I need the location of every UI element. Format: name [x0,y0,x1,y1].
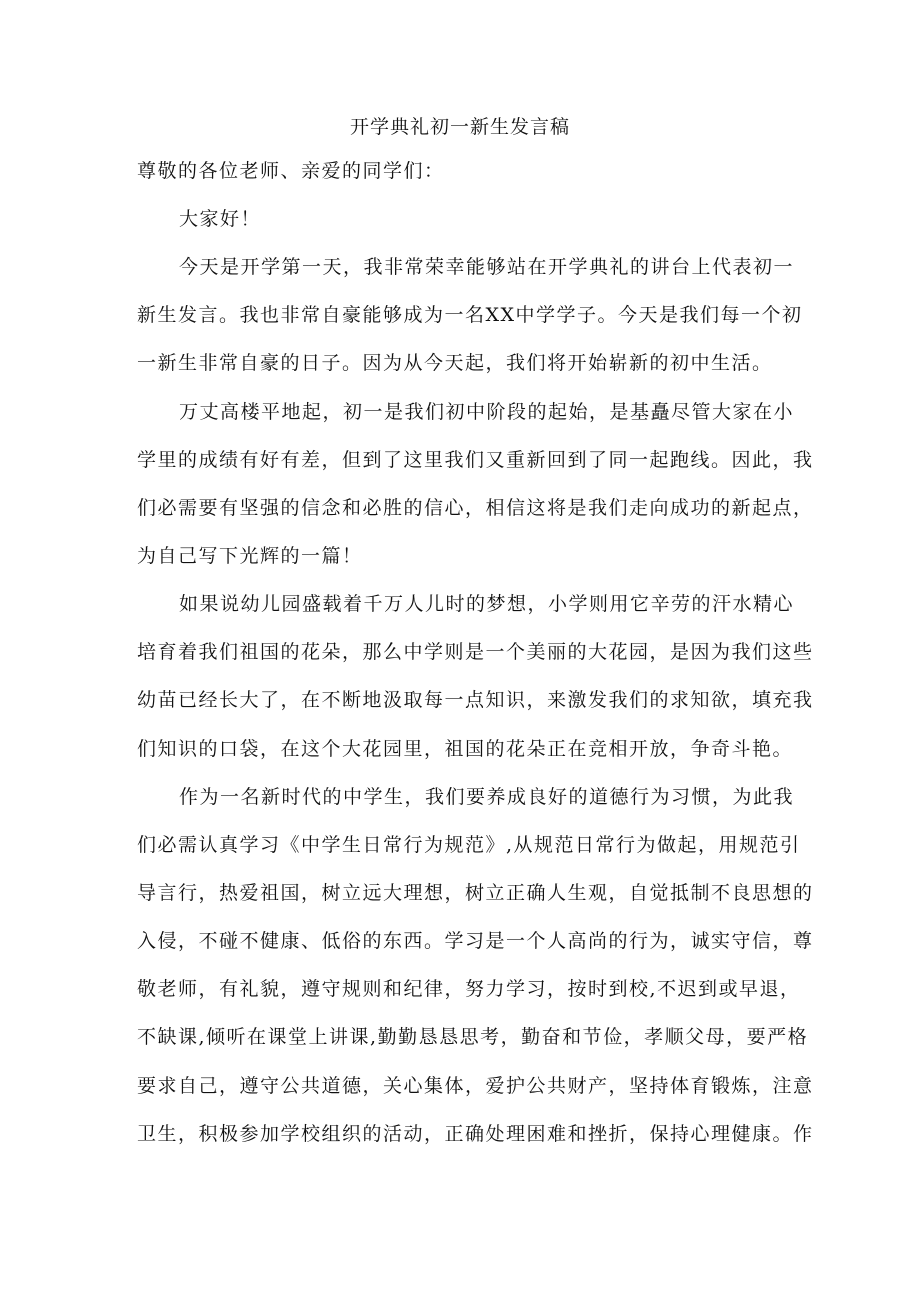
text-line: 大家好！ [179,208,262,230]
text-line: 不缺课,倾听在课堂上讲课,勤勤恳恳思考，勤奋和节俭，孝顺父母，要严格 [137,1026,809,1048]
text-line: 卫生，积极参加学校组织的活动，正确处理困难和挫折，保持心理健康。作 [137,1123,814,1145]
text-line: 要求自己，遵守公共道德，关心集体，爱护公共财产，坚持体育锻炼，注意 [137,1075,814,1097]
text-line: 新生发言。我也非常自豪能够成为一名XX中学学子。今天是我们每一个初 [137,304,803,326]
text-line: 今天是开学第一天，我非常荣幸能够站在开学典礼的讲台上代表初一 [179,256,795,278]
document-title: 开学典礼初一新生发言稿 [349,116,570,138]
text-line: 们必需认真学习《中学生日常行为规范》,从规范日常行为做起，用规范引 [137,834,801,856]
salutation: 尊敬的各位老师、亲爱的同学们： [137,160,445,182]
text-line: 一新生非常自豪的日子。因为从今天起，我们将开始崭新的初中生活。 [137,352,773,374]
text-line: 为自己写下光辉的一篇！ [137,545,363,567]
text-line: 万丈高楼平地起，初一是我们初中阶段的起始，是基矗尽管大家在小 [179,401,795,423]
text-line: 导言行，热爱祖国，树立远大理想，树立正确人生观，自觉抵制不良思想的 [137,882,814,904]
text-line: 入侵，不碰不健康、低俗的东西。学习是一个人高尚的行为，诚实守信，尊 [137,930,814,952]
text-line: 们必需要有坚强的信念和必胜的信心，相信这将是我们走向成功的新起点， [137,497,814,519]
text-line: 敬老师，有礼貌，遵守规则和纪律，努力学习，按时到校,不迟到或早退， [137,978,801,1000]
text-line: 们知识的口袋，在这个大花园里，祖国的花朵正在竞相开放，争奇斗艳。 [137,738,794,760]
text-line: 幼苗已经长大了，在不断地汲取每一点知识，来激发我们的求知欲，填充我 [137,689,814,711]
text-line: 培育着我们祖国的花朵，那么中学则是一个美丽的大花园，是因为我们这些 [137,641,814,663]
text-line: 如果说幼儿园盛载着千万人儿时的梦想，小学则用它辛劳的汗水精心 [179,593,795,615]
text-line: 学里的成绩有好有差，但到了这里我们又重新回到了同一起跑线。因此，我 [137,449,814,471]
text-line: 作为一名新时代的中学生，我们要养成良好的道德行为习惯，为此我 [179,786,795,808]
